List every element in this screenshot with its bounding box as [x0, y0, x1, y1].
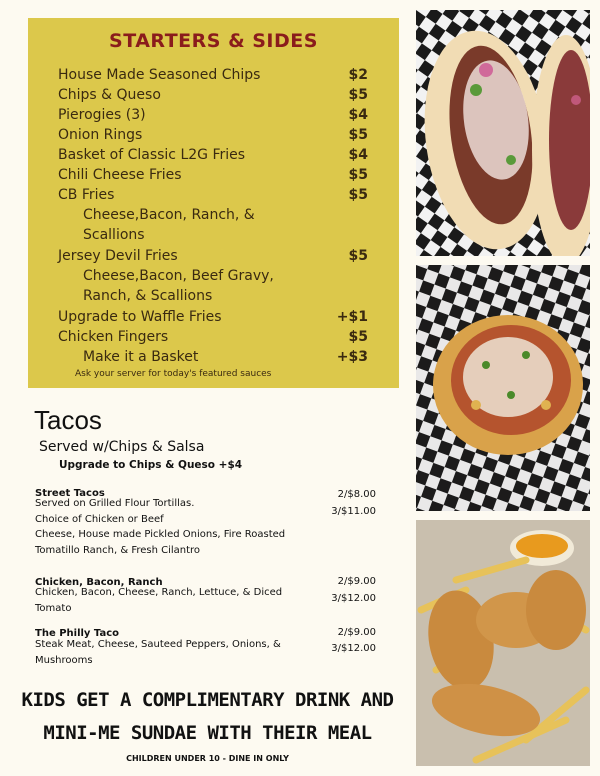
taco-price: 2/$9.00	[337, 627, 376, 638]
kids-note: CHILDREN UNDER 10 - DINE IN ONLY	[126, 754, 289, 763]
item-price: $4	[348, 107, 368, 123]
taco-description	[35, 585, 315, 616]
item-price: $5	[348, 167, 368, 183]
item-name: Chips & Queso	[58, 87, 161, 103]
item-name: Onion Rings	[58, 127, 143, 143]
tacos-subtitle: Served w/Chips & Salsa	[39, 439, 205, 455]
item-price: $5	[348, 329, 368, 345]
description-line: Mushrooms	[35, 654, 93, 666]
item-price: $5	[348, 87, 368, 103]
description-line: Chicken, Bacon, Cheese, Ranch, Lettuce, & Diced	[35, 587, 283, 598]
description-line: Tomatillo Ranch, & Fresh Cilantro	[35, 544, 201, 556]
item-detail: Cheese,Bacon, Beef Gravy,	[83, 268, 274, 284]
item-price: $5	[348, 127, 368, 143]
kids-promo-line: KIDS GET A COMPLIMENTARY DRINK AND	[21, 689, 394, 711]
kids-promo-line: MINI-ME SUNDAE WITH THEIR MEAL	[43, 722, 372, 744]
taco-name: Street Tacos	[35, 488, 105, 499]
item-name: Upgrade to Waffle Fries	[58, 309, 222, 325]
tacos-photo	[416, 10, 590, 256]
taco-price: 2/$8.00	[337, 489, 376, 500]
item-name: Basket of Classic L2G Fries	[58, 147, 246, 163]
fries-photo	[416, 265, 590, 511]
taco-price: 3/$12.00	[331, 643, 376, 654]
tacos-upgrade: Upgrade to Chips & Queso +$4	[59, 459, 243, 471]
description-line: Served on Grilled Flour Tortillas.	[35, 498, 195, 509]
item-price: $2	[348, 67, 368, 83]
item-name: House Made Seasoned Chips	[58, 67, 261, 83]
taco-name: The Philly Taco	[35, 628, 120, 639]
item-name: Pierogies (3)	[58, 107, 146, 123]
item-price: $5	[348, 187, 368, 203]
taco-price: 3/$12.00	[331, 593, 376, 604]
tacos-title: Tacos	[34, 405, 102, 435]
item-detail: Scallions	[83, 227, 145, 243]
taco-price: 3/$11.00	[331, 506, 376, 517]
taco-description	[35, 637, 315, 668]
description-line: Tomato	[35, 602, 72, 614]
taco-name: Chicken, Bacon, Ranch	[35, 577, 163, 588]
description-line: Choice of Chicken or Beef	[35, 513, 164, 525]
starters-panel	[28, 18, 399, 388]
description-line: Cheese, House made Pickled Onions, Fire Roasted	[35, 529, 286, 540]
starters-title: STARTERS & SIDES	[109, 30, 318, 52]
item-name: CB Fries	[58, 187, 115, 203]
sauce-note: Ask your server for today's featured sauces	[75, 369, 272, 379]
taco-description	[35, 496, 315, 558]
item-price: +$3	[336, 349, 368, 365]
item-price: $4	[348, 147, 368, 163]
description-line: Steak Meat, Cheese, Sauteed Peppers, Onions, &	[35, 639, 281, 650]
chicken-fingers-photo	[416, 520, 590, 766]
item-name: Jersey Devil Fries	[58, 248, 178, 264]
item-price: $5	[348, 248, 368, 264]
item-name: Chili Cheese Fries	[58, 167, 182, 183]
item-detail: Cheese,Bacon, Ranch, &	[83, 207, 255, 223]
taco-price: 2/$9.00	[337, 576, 376, 587]
item-name: Make it a Basket	[83, 349, 199, 365]
item-detail: Ranch, & Scallions	[83, 288, 213, 304]
item-name: Chicken Fingers	[58, 329, 169, 345]
item-price: +$1	[336, 309, 368, 325]
